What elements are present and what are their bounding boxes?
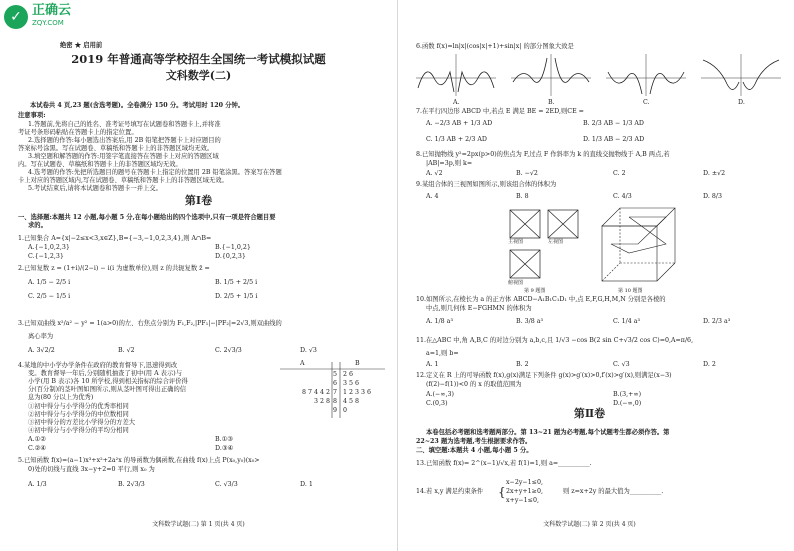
option: C.②④ <box>28 445 46 452</box>
question-4-line: 分(百分制)的茎叶图如图所示,则从茎叶图可得出正确的信 <box>28 386 187 393</box>
part2-intro: 本卷包括必考题和选考题两部分。第 13~21 题为必考题,每个试题考生都必须作答。第 <box>426 429 670 436</box>
question-1: 1.已知集合 A={x|−2≤x<3,x∈Z},B={−3,−1,0,2,3,4},则 A∩B= <box>18 235 212 242</box>
question-4: 4.某地的中小学办学条件在政府的教育督导下,迅速得到改 <box>18 362 178 369</box>
question-5-cont: 0)处的切线与直线 3x−y+2=0 平行,则 x₀ 为 <box>28 466 155 473</box>
stem-leaf-b: 3 5 6 <box>343 380 360 387</box>
option: B.①③ <box>215 436 233 443</box>
option: A. 1 <box>426 361 439 368</box>
statement: ③初中得分的方差比小学得分的方差大 <box>28 419 136 426</box>
exam-subtitle: 文科数学(二) <box>165 69 232 82</box>
check-icon: ✓ <box>4 5 28 29</box>
graph-label: C. <box>643 99 650 106</box>
part1-title: 第Ⅰ卷 <box>184 194 213 207</box>
notice-line: 内。写在试题卷、草稿纸和答题卡上的非答题区域均无效。 <box>18 161 182 168</box>
option: A.{−1,0,2,3} <box>28 244 70 251</box>
exam-info: 本试卷共 4 页,23 题(含选考题)。全卷满分 150 分。考试用时 120 分钟。 <box>30 102 245 109</box>
question-9: 9.某组合体的三视图如图所示,则该组合体的体积为 <box>416 181 557 188</box>
graph-c <box>606 54 686 96</box>
option: A. −2/3 AB + 1/3 AD <box>426 120 493 127</box>
option: B. 8 <box>516 193 529 200</box>
option: B.(3,+∞) <box>613 391 642 398</box>
option: C. √3/3 <box>215 481 238 488</box>
option: B. 2√3/3 <box>118 481 145 488</box>
option: D.③④ <box>215 445 234 452</box>
option: D. 1 <box>300 481 313 488</box>
section1-heading-cont: 求的。 <box>28 222 47 229</box>
option: B. 2/3 AB − 1/3 AD <box>583 120 644 127</box>
view-label: 主视图 <box>508 239 524 245</box>
constraint: 2x+y+1≥0, <box>506 488 543 495</box>
part2-intro-cont: 22~23 题为选考题,考生根据要求作答。 <box>416 438 532 445</box>
cube-figure <box>598 204 678 289</box>
constraint: x−2y−1≤0, <box>506 479 543 486</box>
question-14-end: 则 z=x+2y 的最大值为__________. <box>563 488 664 495</box>
view-label: 俯视图 <box>508 280 524 286</box>
option: B.{−1,0,2} <box>215 244 251 251</box>
question-6: 6.函数 f(x)=ln|x|(cos|x|+1)+sin|x| 的部分图象大致是 <box>416 43 574 50</box>
stem-leaf-b: 2 6 <box>343 371 354 378</box>
question-14: 14.若 x,y 满足约束条件 <box>416 488 484 495</box>
stem-leaf-plot <box>280 360 385 420</box>
stem-head-a: A <box>300 360 305 367</box>
option: B. 3/8 a³ <box>516 318 544 325</box>
option: C. 1/4 a³ <box>613 318 641 325</box>
notice-line: 答案标号涂黑。写在试题卷、草稿纸和答题卡上的非答题区域均无效。 <box>18 145 214 152</box>
question-12-cont: (f(2)−f(1))<0 的 x 的取值范围为 <box>426 381 522 388</box>
option: A. 1/5 − 2/5 i <box>28 279 71 286</box>
option: D. 2/3 a³ <box>703 318 731 325</box>
question-8-cont: |AB|=3p,则 k= <box>426 160 473 167</box>
question-7: 7.在平行四边形 ABCD 中,若点 E 满足 BE = 2ED,则CE = <box>416 108 584 115</box>
option: C. 2 <box>613 170 626 177</box>
option: D.(−∞,0) <box>613 400 642 407</box>
question-2: 2.已知复数 z = (1+i)/(2−i) − i(i 为虚数单位),则 z 的共轭复数 z̄ = <box>18 265 210 272</box>
notice-line: 考证号条形码粘贴在答题卡上的指定位置。 <box>18 129 138 136</box>
option: D. 1/3 AB − 2/3 AD <box>583 136 645 143</box>
notice-line: 5.考试结束后,请将本试题卷和答题卡一并上交。 <box>28 185 162 192</box>
notice-line: 2.选择题的作答:每小题选出答案后,用 2B 铅笔把答题卡上对应题目的 <box>28 137 221 144</box>
section2-heading: 二、填空题:本题共 4 小题,每小题 5 分。 <box>416 447 533 454</box>
option: D.{0,2,3} <box>215 253 246 260</box>
part2-title: 第Ⅱ卷 <box>573 407 606 420</box>
option: B. 2 <box>516 361 529 368</box>
option: B. √2 <box>118 347 135 354</box>
option: C. √3 <box>613 361 630 368</box>
graph-label: D. <box>738 99 745 106</box>
page-footer: 文科数学试题(二) 第 2 页(共 4 页) <box>543 521 636 528</box>
stem-head-b: B <box>355 360 360 367</box>
question-11: 11.在△ABC 中,角 A,B,C 的对边分别为 a,b,c,且 1/√3 −cos B(2 sin C+√3/2 cos C)=0,A=π/6, <box>416 337 694 344</box>
graph-b <box>511 54 591 96</box>
stem-value: 5 <box>333 371 338 378</box>
constraint: x+y−1≤0, <box>506 497 539 504</box>
option: C. 2√3/3 <box>215 347 242 354</box>
graph-label: B. <box>548 99 555 106</box>
section1-heading: 一、选择题:本题共 12 小题,每小题 5 分,在每小题给出的四个选项中,只有一项是符合题目要 <box>18 214 276 221</box>
question-10-cont: 中点,则几何体 E−FGHMN 的体积为 <box>426 305 532 312</box>
option: D. ±√2 <box>703 170 726 177</box>
stem-leaf-b: 1 2 3 3 6 <box>343 389 372 396</box>
brand-name: 正确云 <box>32 3 72 18</box>
option: C.{−1,2,3} <box>28 253 64 260</box>
statement: ①初中得分与小学得分的优秀率相同 <box>28 403 129 410</box>
question-3: 3.已知双曲线 x²/a² − y² = 1(a>0)的左、右焦点分别为 F₁,F₂,|PF₁|−|PF₂|=2√3,则双曲线的 <box>18 320 282 327</box>
option: A. √2 <box>426 170 443 177</box>
option: A. 1/8 a³ <box>426 318 453 325</box>
question-4-line: 小学(用 B 表示)各 10 所学校,得到相关指标的综合评价得 <box>28 378 188 385</box>
stem-value: 9 <box>333 407 338 414</box>
q6-graphs <box>416 52 786 100</box>
question-13: 13.已知函数 f(x)= 2^(x−1)/√x,若 f(1)=1,则 a=__________. <box>416 460 592 467</box>
question-11-cont: a=1,则 b= <box>426 350 459 357</box>
question-3-cont: 离心率为 <box>28 333 54 340</box>
option: D. 2 <box>703 361 716 368</box>
option: A.①② <box>28 436 46 443</box>
three-views-figure <box>508 208 588 290</box>
exam-page-2 <box>397 0 794 551</box>
statement: ②初中得分与小学得分的中位数相同 <box>28 411 129 418</box>
option: B. 1/5 + 2/5 i <box>215 279 258 286</box>
secret-label: 绝密 ★ 启用前 <box>60 42 103 49</box>
graph-d <box>701 54 781 96</box>
question-4-line: 变。教育督导一年后,分别随机抽查了初中(用 A 表示)与 <box>28 370 182 377</box>
option: C. 4/3 <box>613 193 632 200</box>
option: C.(0,3) <box>426 400 448 407</box>
stem-value: 8 <box>333 398 338 405</box>
question-8: 8.已知抛物线 y²=2px(p>0)的焦点为 F,过点 F 作斜率为 k 的直线交抛物线于 A,B 两点,若 <box>416 151 670 158</box>
option: C. 1/3 AB + 2/3 AD <box>426 136 487 143</box>
page-footer: 文科数学试题(二) 第 1 页(共 4 页) <box>152 521 245 528</box>
notice-line: 卡上对应的答题区域内,写在试题卷、草稿纸和答题卡上的非答题区域无效。 <box>18 177 228 184</box>
notice-heading: 注意事项: <box>18 112 46 119</box>
option: C. 2/5 − 1/5 i <box>28 293 71 300</box>
option: D. √3 <box>300 347 317 354</box>
statement: ④初中得分与小学得分的平均分相同 <box>28 427 129 434</box>
exam-title: 2019 年普通高等学校招生全国统一考试模拟试题 <box>71 52 326 66</box>
stem-leaf-b: 0 <box>343 407 348 414</box>
stem-leaf-a: 8 7 4 4 2 <box>301 389 330 396</box>
graph-label: A. <box>453 99 460 106</box>
question-5: 5.已知函数 f(x)=(a−1)x³+x²+2a²x 的导函数为偶函数,在曲线 f(x)上点 P(x₀,y₀)(x₀> <box>18 457 260 464</box>
option: A. 3√2/2 <box>28 347 55 354</box>
notice-line: 4.选考题的作答:先把所选题目的题号在答题卡上指定的位置用 2B 铅笔涂黑。答案写在答题 <box>28 169 282 176</box>
notice-line: 1.答题前,先将自己的姓名、准考证号填写在试题卷和答题卡上,并将准 <box>28 121 221 128</box>
figure-caption: 第 10 题图 <box>618 288 643 294</box>
question-10: 10.如图所示,在棱长为 a 的正方体 ABCD−A₁B₁C₁D₁ 中,点 E,F,G,H,M,N 分别是各棱的 <box>416 296 666 303</box>
view-label: 左视图 <box>548 239 564 245</box>
option: A.(−∞,3) <box>426 391 454 398</box>
stem-value: 7 <box>333 389 338 396</box>
option: A. 4 <box>426 193 439 200</box>
brand-url: ZQY.COM <box>32 19 64 27</box>
option: A. 1/3 <box>28 481 47 488</box>
stem-leaf-a: 3 2 8 <box>313 398 330 405</box>
brace: { <box>498 485 506 499</box>
option: D. 8/3 <box>703 193 722 200</box>
graph-a <box>416 54 496 96</box>
option: D. 2/5 + 1/5 i <box>215 293 258 300</box>
question-12: 12.定义在 R 上的可导函数 f(x),g(x)满足下列条件 g(x)>g′(x)>0,f′(x)>g′(x),则满足(x−3) <box>416 372 672 379</box>
question-4-line: 息为(80 分以上为优秀) <box>28 394 94 401</box>
notice-line: 3.填空题和解答题的作答:用签字笔直接答在答题卡上对应的答题区域 <box>28 153 219 160</box>
stem-leaf-b: 4 5 8 <box>343 398 360 405</box>
stem-value: 6 <box>333 380 338 387</box>
figure-caption: 第 9 题图 <box>524 288 546 294</box>
option: B. −√2 <box>516 170 538 177</box>
